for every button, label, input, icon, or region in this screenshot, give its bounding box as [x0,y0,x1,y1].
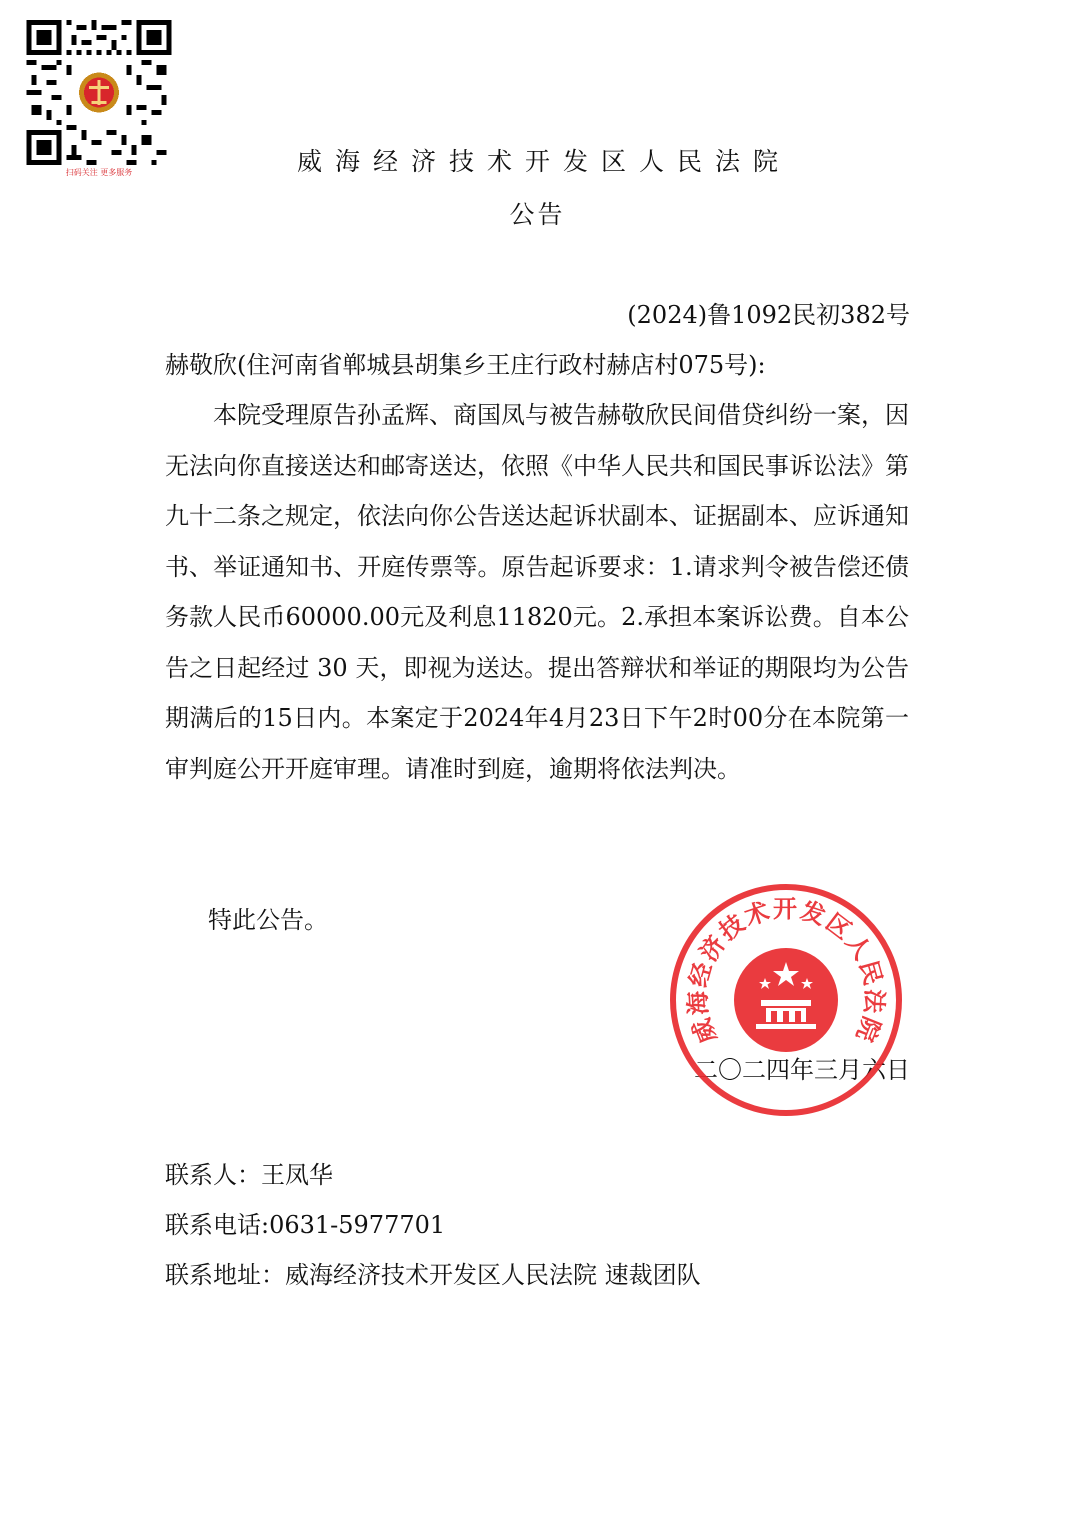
contact-phone: 联系电话:0631-5977701 [165,1211,446,1239]
national-emblem-icon [734,948,838,1052]
qr-caption: 扫码关注 更多服务 [65,168,133,177]
document-title: 公告 [509,200,566,229]
court-name: 威海经济技术开发区人民法院 [296,147,791,176]
issue-date: 二〇二四年三月六日 [694,1056,910,1084]
addressee: 赫敬欣(住河南省郸城县胡集乡王庄行政村赫店村075号): [165,351,766,379]
seal-text: 威海经济技术开发区人民法院 [683,895,889,1048]
contact-person: 联系人：王凤华 [165,1161,333,1189]
closing-remark: 特此公告。 [208,906,328,934]
contact-address: 联系地址：威海经济技术开发区人民法院 速裁团队 [165,1261,701,1289]
notice-body: 本院受理原告孙孟辉、商国凤与被告赫敬欣民间借贷纠纷一案，因无法向你直接送达和邮寄送达，依照《中华人民共和国民事诉讼法》第九十二条之规定，依法向你公告送达起诉状副本、证据副本、应诉通知书、举证通知书、开庭传票等。原告起诉要求：1.请求判令被告偿还债务款人民币60000.00元及利息11820元。2.承担本案诉讼费。自本公告之日起经过 30 天，即视为送达。提出答辩状和举证的期限均为公告期满后的15日内。本案定于2024年4月23日下午2时00分在本院第一审判庭公开开庭审理。请准时到庭，逾期将依法判决。 [165,401,909,783]
case-number: (2024)鲁1092民初382号 [627,301,910,329]
court-seal [668,882,904,1118]
